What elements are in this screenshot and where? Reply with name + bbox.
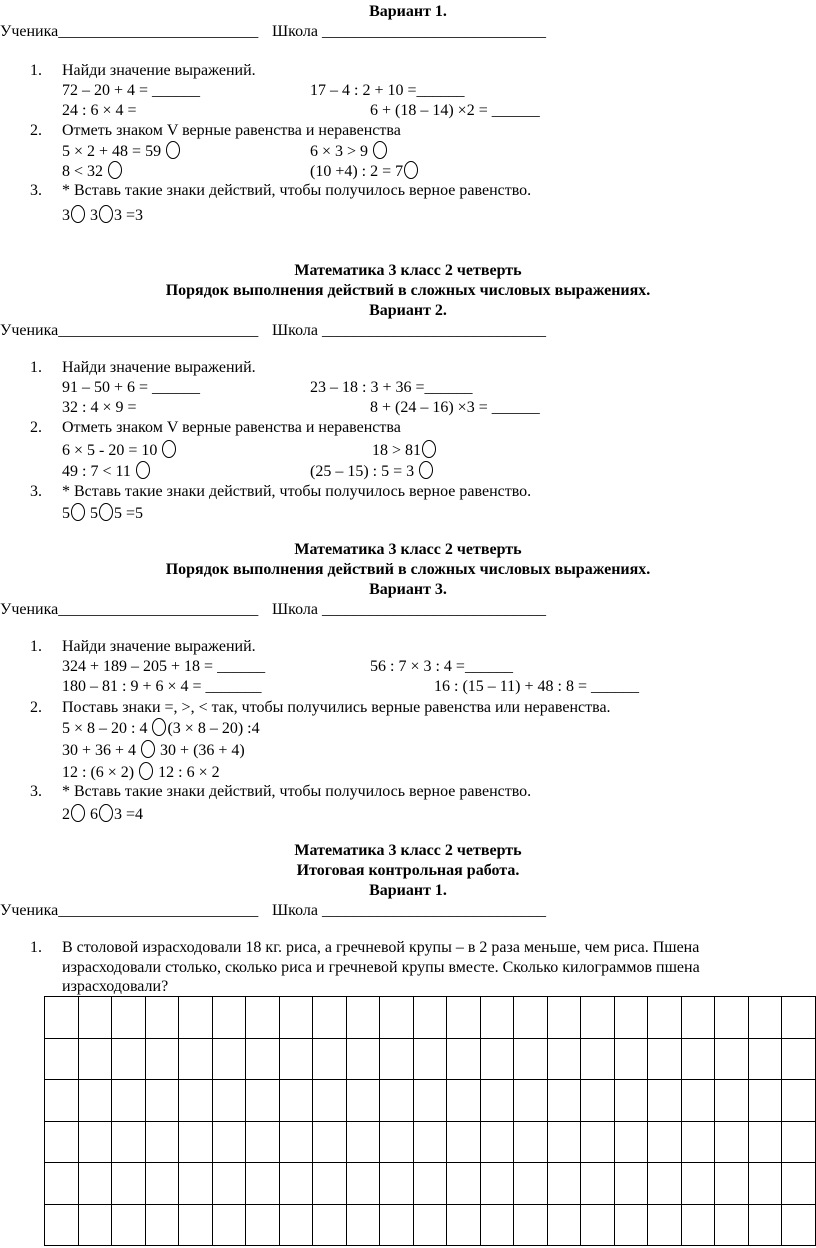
grid-cell (414, 997, 448, 1039)
answer-circle[interactable] (162, 440, 176, 458)
grid-cell (146, 1122, 180, 1164)
grid-cell (514, 1080, 548, 1122)
grid-cell (347, 1122, 381, 1164)
sign-circle[interactable] (139, 762, 153, 780)
grid-cell (246, 1163, 280, 1205)
school-field-label: Школа ____________________________ (272, 601, 546, 618)
grid-cell (581, 1205, 615, 1247)
grid-cell (749, 1122, 783, 1164)
grid-cell (782, 1039, 816, 1081)
grid-cell (749, 997, 783, 1039)
expression-row (310, 461, 434, 482)
expression-row (310, 141, 388, 162)
grid-cell (380, 1205, 414, 1247)
grid-cell (280, 1205, 314, 1247)
grid-cell (715, 1080, 749, 1122)
grid-cell (246, 1039, 280, 1081)
task-number: 2. (30, 699, 42, 716)
grid-cell (45, 997, 79, 1039)
grid-cell (447, 1205, 481, 1247)
grid-cell (447, 1080, 481, 1122)
grid-cell (548, 1039, 582, 1081)
expression-row (310, 161, 419, 182)
grid-cell (380, 1122, 414, 1164)
grid-cell (414, 1205, 448, 1247)
expression: 30 + 36 + 4 (62, 742, 137, 759)
grid-cell (179, 997, 213, 1039)
sign-circle[interactable] (99, 503, 113, 521)
subject-heading: Математика 3 класс 2 четверть (294, 842, 522, 859)
grid-cell (79, 1039, 113, 1081)
grid-cell (280, 1039, 314, 1081)
grid-cell (615, 997, 649, 1039)
sign-circle[interactable] (71, 503, 85, 521)
problem-text-line: В столовой израсходовали 18 кг. риса, а гречневой крупы – в 2 раза меньше, чем риса. Пшена (62, 939, 700, 956)
answer-circle[interactable] (422, 440, 436, 458)
comparison-row (62, 740, 245, 761)
task-number: 1. (30, 939, 42, 956)
grid-cell (782, 1080, 816, 1122)
grid-cell (79, 1122, 113, 1164)
grid-cell (213, 1122, 247, 1164)
grid-cell (414, 1122, 448, 1164)
grid-cell (146, 1080, 180, 1122)
grid-cell (749, 1039, 783, 1081)
task-number: 1. (30, 62, 42, 79)
subject-heading: Математика 3 класс 2 четверть (294, 262, 522, 279)
grid-cell (782, 1163, 816, 1205)
sign-circle[interactable] (152, 718, 166, 736)
variant-2-title: Вариант 2. (369, 302, 447, 319)
grid-cell (280, 1122, 314, 1164)
grid-cell (548, 1205, 582, 1247)
digit: 3 (90, 207, 98, 224)
grid-cell (380, 1163, 414, 1205)
topic-heading: Порядок выполнения действий в сложных числовых выражениях. (165, 561, 651, 578)
equation-row (62, 503, 143, 524)
digit: 5 (90, 505, 98, 522)
grid-cell (648, 1122, 682, 1164)
grid-cell (715, 997, 749, 1039)
grid-cell (79, 1080, 113, 1122)
expression: 24 : 6 × 4 = (62, 102, 137, 119)
grid-cell (380, 1039, 414, 1081)
task-text: Отметь знаком V верные равенства и неравенства (62, 122, 401, 139)
expression: 30 + (36 + 4) (160, 742, 245, 759)
student-field-label: Ученика_________________________ (0, 601, 259, 618)
grid-cell (347, 1039, 381, 1081)
expression: (3 × 8 – 20) :4 (167, 720, 260, 737)
problem-text-line: израсходовали столько, сколько риса и гречневой крупы вместе. Сколько килограммов пшена (62, 959, 700, 976)
expression: 56 : 7 × 3 : 4 =______ (370, 658, 513, 675)
expression: 17 – 4 : 2 + 10 =______ (310, 82, 465, 99)
grid-cell (682, 1163, 716, 1205)
grid-cell (347, 1163, 381, 1205)
grid-cell (380, 1080, 414, 1122)
grid-cell (45, 1122, 79, 1164)
task-text: Поставь знаки =, >, < так, чтобы получились верные равенства или неравенства. (62, 699, 611, 716)
answer-circle[interactable] (419, 461, 433, 479)
student-field-label: Ученика_________________________ (0, 902, 259, 919)
grid-cell (213, 1080, 247, 1122)
grid-cell (514, 1122, 548, 1164)
grid-cell (112, 1080, 146, 1122)
problem-text-line: израсходовали? (62, 978, 169, 995)
school-field-label: Школа ____________________________ (272, 902, 546, 919)
expression: 5 × 8 – 20 : 4 (62, 720, 148, 737)
grid-cell (347, 997, 381, 1039)
grid-cell (581, 1080, 615, 1122)
grid-cell (45, 1080, 79, 1122)
expression: 18 > 81 (372, 442, 422, 459)
expression: 5 × 2 + 48 = 59 (62, 143, 162, 160)
grid-cell (447, 997, 481, 1039)
expression: 72 – 20 + 4 = ______ (62, 82, 201, 99)
grid-cell (481, 1080, 515, 1122)
grid-cell (615, 1163, 649, 1205)
grid-cell (514, 1039, 548, 1081)
equation-result: 3 =4 (114, 806, 144, 823)
grid-cell (112, 1122, 146, 1164)
task-number: 1. (30, 638, 42, 655)
digit: 3 (62, 207, 70, 224)
grid-cell (79, 1205, 113, 1247)
expression: 324 + 189 – 205 + 18 = ______ (62, 658, 266, 675)
expression: 180 – 81 : 9 + 6 × 4 = _______ (62, 678, 262, 695)
grid-cell (45, 1039, 79, 1081)
grid-cell (246, 1122, 280, 1164)
expression: 23 – 18 : 3 + 36 =______ (310, 379, 473, 396)
task-number: 3. (30, 182, 42, 199)
grid-cell (179, 1205, 213, 1247)
grid-cell (749, 1080, 783, 1122)
grid-cell (615, 1122, 649, 1164)
grid-cell (682, 1205, 716, 1247)
grid-cell (146, 1039, 180, 1081)
grid-cell (648, 997, 682, 1039)
expression-row (62, 161, 123, 182)
grid-cell (581, 1163, 615, 1205)
grid-cell (481, 1122, 515, 1164)
grid-cell (548, 1122, 582, 1164)
grid-cell (213, 1205, 247, 1247)
expression-row (62, 141, 181, 162)
grid-cell (313, 1039, 347, 1081)
equation-row (62, 804, 143, 825)
grid-cell (447, 1039, 481, 1081)
sign-circle[interactable] (71, 804, 85, 822)
task-number: 3. (30, 783, 42, 800)
grid-cell (715, 1163, 749, 1205)
variant-1-title: Вариант 1. (369, 3, 447, 20)
grid-cell (548, 997, 582, 1039)
grid-cell (481, 997, 515, 1039)
grid-cell (648, 1080, 682, 1122)
grid-cell (146, 1205, 180, 1247)
expression: 6 + (18 – 14) ×2 = ______ (370, 102, 540, 119)
grid-cell (246, 1205, 280, 1247)
task-number: 2. (30, 419, 42, 436)
subject-heading: Математика 3 класс 2 четверть (294, 541, 522, 558)
grid-cell (280, 1163, 314, 1205)
answer-circle[interactable] (373, 141, 387, 159)
grid-cell (213, 1039, 247, 1081)
grid-cell (648, 1039, 682, 1081)
topic-heading: Итоговая контрольная работа. (296, 862, 520, 879)
grid-cell (615, 1080, 649, 1122)
grid-cell (179, 1039, 213, 1081)
grid-cell (682, 1080, 716, 1122)
task-text: Отметь знаком V верные равенства и неравенства (62, 419, 401, 436)
grid-cell (682, 997, 716, 1039)
grid-cell (45, 1163, 79, 1205)
expression: 8 < 32 (62, 163, 104, 180)
grid-cell (179, 1080, 213, 1122)
digit: 6 (90, 806, 98, 823)
grid-cell (749, 1205, 783, 1247)
task-text: * Вставь такие знаки действий, чтобы получилось верное равенство. (62, 483, 532, 500)
grid-cell (146, 1163, 180, 1205)
expression-row (372, 440, 437, 461)
digit: 2 (62, 806, 70, 823)
grid-cell (313, 997, 347, 1039)
grid-cell (280, 1080, 314, 1122)
grid-cell (112, 997, 146, 1039)
grid-cell (414, 1039, 448, 1081)
answer-circle[interactable] (166, 141, 180, 159)
grid-cell (179, 1122, 213, 1164)
grid-cell (112, 1039, 146, 1081)
grid-cell (548, 1080, 582, 1122)
comparison-row (62, 762, 220, 783)
grid-cell (782, 1205, 816, 1247)
grid-cell (782, 1122, 816, 1164)
grid-cell (213, 1163, 247, 1205)
grid-cell (481, 1039, 515, 1081)
grid-cell (615, 1039, 649, 1081)
grid-cell (715, 1039, 749, 1081)
grid-cell (715, 1205, 749, 1247)
school-field-label: Школа ____________________________ (272, 23, 546, 40)
answer-circle[interactable] (108, 161, 122, 179)
sign-circle[interactable] (99, 205, 113, 223)
grid-cell (581, 1039, 615, 1081)
grid-cell (313, 1205, 347, 1247)
equation-result: 5 =5 (114, 505, 144, 522)
expression: 6 × 5 - 20 = 10 (62, 442, 158, 459)
grid-cell (313, 1080, 347, 1122)
grid-cell (682, 1122, 716, 1164)
expression: 8 + (24 – 16) ×3 = ______ (370, 399, 540, 416)
expression: 16 : (15 – 11) + 48 : 8 = ______ (434, 678, 639, 695)
expression: (25 – 15) : 5 = 3 (310, 463, 415, 480)
expression-row (62, 461, 151, 482)
expression: 91 – 50 + 6 = ______ (62, 379, 201, 396)
sign-circle[interactable] (71, 205, 85, 223)
equation-row (62, 205, 143, 226)
grid-cell (313, 1122, 347, 1164)
grid-cell (313, 1163, 347, 1205)
expression: 12 : 6 × 2 (158, 764, 220, 781)
grid-cell (749, 1163, 783, 1205)
grid-cell (213, 997, 247, 1039)
grid-cell (246, 1080, 280, 1122)
grid-cell (79, 1163, 113, 1205)
grid-cell (146, 997, 180, 1039)
task-text: Найди значение выражений. (62, 359, 256, 376)
student-field-label: Ученика_________________________ (0, 23, 259, 40)
grid-cell (514, 997, 548, 1039)
answer-grid[interactable] (44, 996, 816, 1246)
grid-cell (380, 997, 414, 1039)
grid-cell (414, 1163, 448, 1205)
grid-cell (514, 1205, 548, 1247)
variant-title: Вариант 1. (369, 882, 447, 899)
grid-cell (447, 1163, 481, 1205)
grid-cell (682, 1039, 716, 1081)
grid-cell (481, 1163, 515, 1205)
student-field-label: Ученика_________________________ (0, 322, 259, 339)
comparison-row (62, 718, 260, 739)
equation-result: 3 =3 (114, 207, 144, 224)
task-number: 2. (30, 122, 42, 139)
grid-cell (112, 1205, 146, 1247)
grid-cell (347, 1080, 381, 1122)
grid-cell (347, 1205, 381, 1247)
grid-cell (548, 1163, 582, 1205)
task-text: * Вставь такие знаки действий, чтобы получилось верное равенство. (62, 182, 532, 199)
grid-cell (79, 997, 113, 1039)
answer-circle[interactable] (404, 161, 418, 179)
grid-cell (447, 1122, 481, 1164)
topic-heading: Порядок выполнения действий в сложных числовых выражениях. (165, 282, 651, 299)
sign-circle[interactable] (99, 804, 113, 822)
task-text: Найди значение выражений. (62, 62, 256, 79)
task-text: * Вставь такие знаки действий, чтобы получилось верное равенство. (62, 783, 532, 800)
answer-circle[interactable] (136, 461, 150, 479)
expression: 12 : (6 × 2) (62, 764, 135, 781)
school-field-label: Школа ____________________________ (272, 322, 546, 339)
grid-cell (615, 1205, 649, 1247)
expression: 32 : 4 × 9 = (62, 399, 137, 416)
expression: (10 +4) : 2 = 7 (310, 163, 404, 180)
grid-cell (179, 1163, 213, 1205)
grid-cell (414, 1080, 448, 1122)
grid-cell (514, 1163, 548, 1205)
expression: 49 : 7 < 11 (62, 463, 131, 480)
expression: 6 × 3 > 9 (310, 143, 369, 160)
grid-cell (648, 1163, 682, 1205)
grid-cell (648, 1205, 682, 1247)
grid-cell (581, 1122, 615, 1164)
task-number: 1. (30, 359, 42, 376)
variant-3-title: Вариант 3. (369, 581, 447, 598)
task-text: Найди значение выражений. (62, 638, 256, 655)
grid-cell (112, 1163, 146, 1205)
grid-cell (715, 1122, 749, 1164)
digit: 5 (62, 505, 70, 522)
grid-cell (581, 997, 615, 1039)
grid-cell (481, 1205, 515, 1247)
grid-cell (246, 997, 280, 1039)
grid-cell (782, 997, 816, 1039)
expression-row (62, 440, 177, 461)
sign-circle[interactable] (141, 740, 155, 758)
task-number: 3. (30, 483, 42, 500)
grid-cell (280, 997, 314, 1039)
grid-cell (45, 1205, 79, 1247)
